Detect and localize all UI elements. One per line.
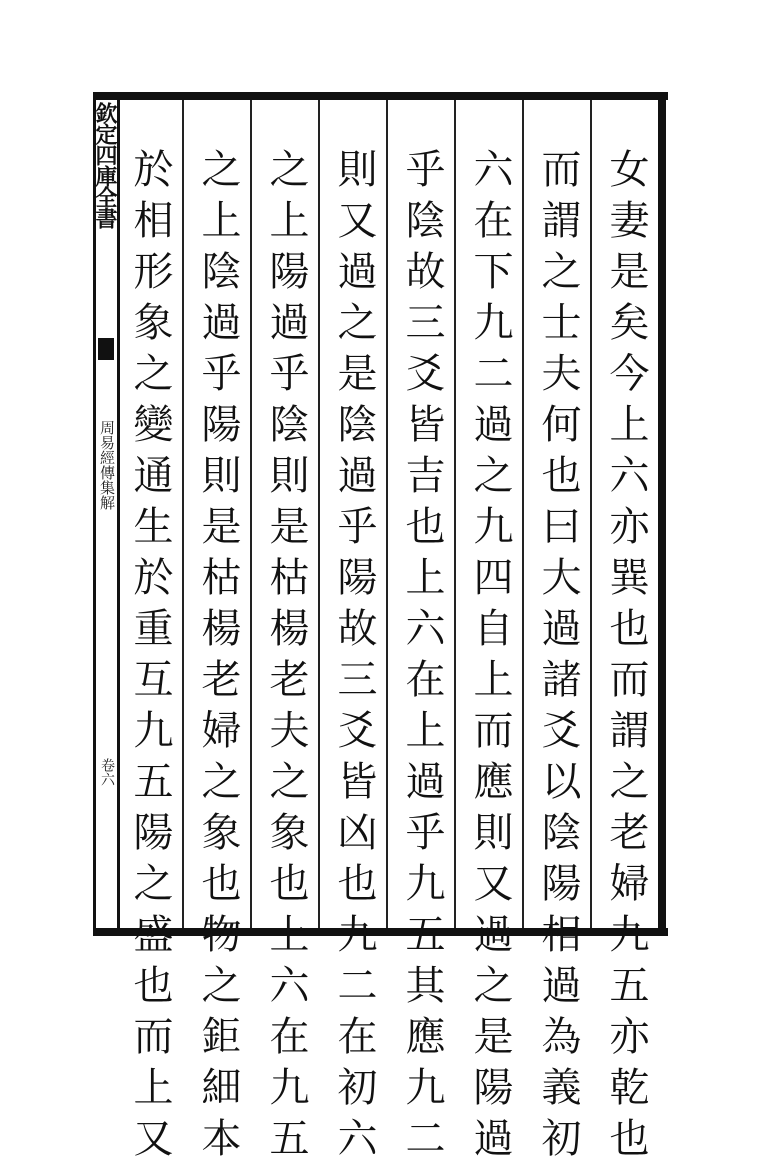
page-number: 卷六 <box>99 758 115 786</box>
collection-title: 欽定四庫全書 <box>92 102 118 228</box>
column-rule <box>386 100 388 928</box>
book-title: 周易經傳集解 <box>98 420 116 510</box>
text-column-5: 則又過之是陰過乎陽故三爻皆凶也九二在初六 <box>331 148 377 1168</box>
column-rule <box>590 100 592 928</box>
text-column-2: 而謂之士夫何也曰大過諸爻以陰陽相過為義初 <box>535 148 581 1168</box>
column-rule <box>182 100 184 928</box>
column-rule <box>522 100 524 928</box>
text-column-3: 六在下九二過之九四自上而應則又過之是陽過 <box>467 148 513 1168</box>
fish-tail-mark <box>98 338 114 360</box>
column-rule <box>454 100 456 928</box>
column-rule <box>318 100 320 928</box>
text-column-4: 乎陰故三爻皆吉也上六在上過乎九五其應九二 <box>399 148 445 1168</box>
column-rule <box>250 100 252 928</box>
text-column-6: 之上陽過乎陰則是枯楊老夫之象也上六在九五 <box>263 148 309 1168</box>
text-column-7: 之上陰過乎陽則是枯楊老婦之象也物之鉅細本 <box>195 148 241 1168</box>
text-column-8: 於相形象之變通生於重互九五陽之盛也而上又 <box>127 148 173 1168</box>
text-column-1: 女妻是矣今上六亦巽也而謂之老婦九五亦乾也 <box>603 148 649 1168</box>
